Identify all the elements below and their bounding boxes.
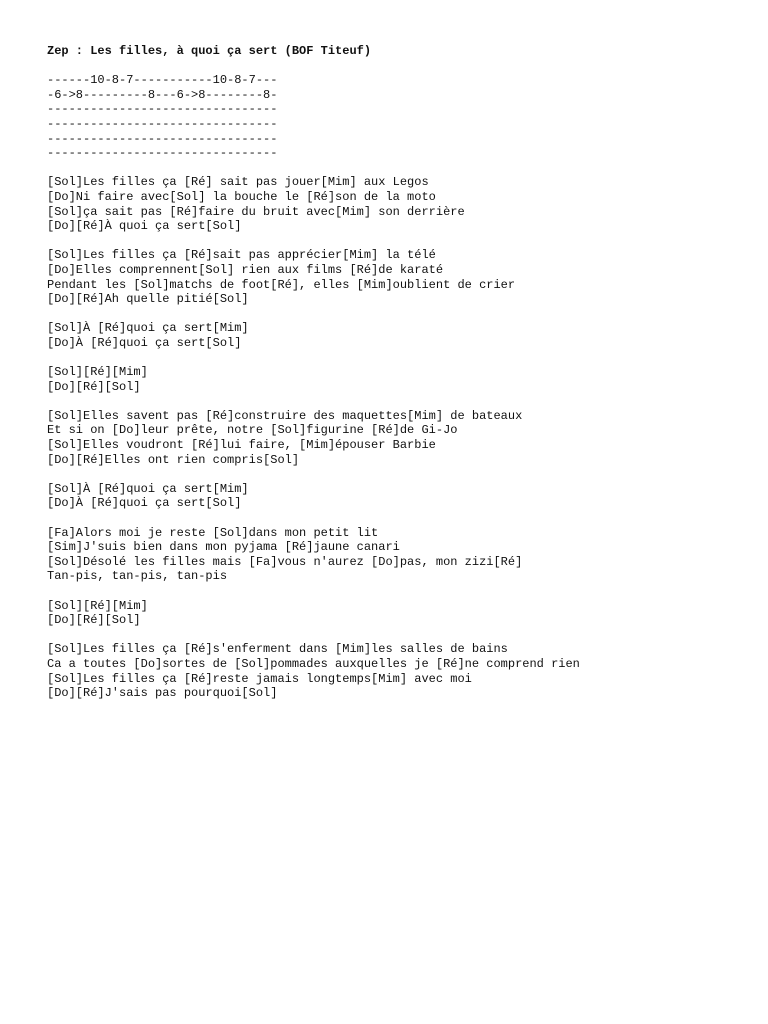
lyric-line: [Sol][Ré][Mim] <box>47 598 148 613</box>
lyric-line: [Sol]Les filles ça [Ré]sait pas apprécier[Mim] la télé <box>47 248 436 263</box>
tablature-line: ------10-8-7-----------10-8-7--- <box>47 73 278 88</box>
lyric-line: [Do]Elles comprennent[Sol] rien aux films [Ré]de karaté <box>47 262 444 277</box>
lyric-line: [Do][Ré][Sol] <box>47 379 141 394</box>
lyric-line: [Do][Ré]Ah quelle pitié[Sol] <box>47 292 249 307</box>
lyric-line: Ca a toutes [Do]sortes de [Sol]pommades auxquelles je [Ré]ne comprend rien <box>47 656 580 671</box>
tablature-line: -------------------------------- <box>47 116 278 131</box>
lyric-line: [Sim]J'suis bien dans mon pyjama [Ré]jaune canari <box>47 540 400 555</box>
lyric-line: [Do]Ni faire avec[Sol] la bouche le [Ré]son de la moto <box>47 189 436 204</box>
lyric-line: [Do][Ré]Elles ont rien compris[Sol] <box>47 452 300 467</box>
stanza <box>47 599 747 628</box>
tablature-line: -------------------------------- <box>47 131 278 146</box>
lyric-line: Tan-pis, tan-pis, tan-pis <box>47 569 228 584</box>
tablature-line: -------------------------------- <box>47 146 278 161</box>
stanza <box>47 409 747 467</box>
lyric-line: [Sol]Elles voudront [Ré]lui faire, [Mim]épouser Barbie <box>47 438 436 453</box>
lyric-line: [Sol]Les filles ça [Ré]s'enferment dans [Mim]les salles de bains <box>47 642 508 657</box>
lyric-line: [Do][Ré]J'sais pas pourquoi[Sol] <box>47 686 278 701</box>
lyric-line: [Sol][Ré][Mim] <box>47 365 148 380</box>
lyric-line: [Sol]À [Ré]quoi ça sert[Mim] <box>47 321 249 336</box>
guitar-tablature <box>47 73 747 161</box>
stanza <box>47 365 747 394</box>
lyric-line: [Do][Ré]À quoi ça sert[Sol] <box>47 219 242 234</box>
lyric-line: [Sol]À [Ré]quoi ça sert[Mim] <box>47 481 249 496</box>
stanza <box>47 526 747 584</box>
tablature-line: -6->8---------8---6->8--------8- <box>47 87 278 102</box>
stanza <box>47 642 747 700</box>
song-title: Zep : Les filles, à quoi ça sert (BOF Titeuf) <box>47 44 372 58</box>
song-sheet <box>47 44 747 715</box>
lyric-line: [Sol]Elles savent pas [Ré]construire des maquettes[Mim] de bateaux <box>47 408 523 423</box>
lyric-line: [Sol]Les filles ça [Ré]reste jamais longtemps[Mim] avec moi <box>47 671 472 686</box>
lyric-line: [Fa]Alors moi je reste [Sol]dans mon petit lit <box>47 525 379 540</box>
lyric-line: Et si on [Do]leur prête, notre [Sol]figurine [Ré]de Gi-Jo <box>47 423 458 438</box>
lyric-line: [Sol]Désolé les filles mais [Fa]vous n'aurez [Do]pas, mon zizi[Ré] <box>47 554 523 569</box>
lyric-line: [Do][Ré][Sol] <box>47 613 141 628</box>
lyric-line: [Do]À [Ré]quoi ça sert[Sol] <box>47 496 242 511</box>
lyrics-body <box>47 175 747 700</box>
tablature-line: -------------------------------- <box>47 102 278 117</box>
stanza <box>47 248 747 306</box>
lyric-line: [Do]À [Ré]quoi ça sert[Sol] <box>47 335 242 350</box>
lyric-line: [Sol]ça sait pas [Ré]faire du bruit avec[Mim] son derrière <box>47 204 465 219</box>
stanza <box>47 175 747 233</box>
stanza <box>47 321 747 350</box>
lyric-line: Pendant les [Sol]matchs de foot[Ré], elles [Mim]oublient de crier <box>47 277 516 292</box>
stanza <box>47 482 747 511</box>
lyric-line: [Sol]Les filles ça [Ré] sait pas jouer[Mim] aux Legos <box>47 175 429 190</box>
